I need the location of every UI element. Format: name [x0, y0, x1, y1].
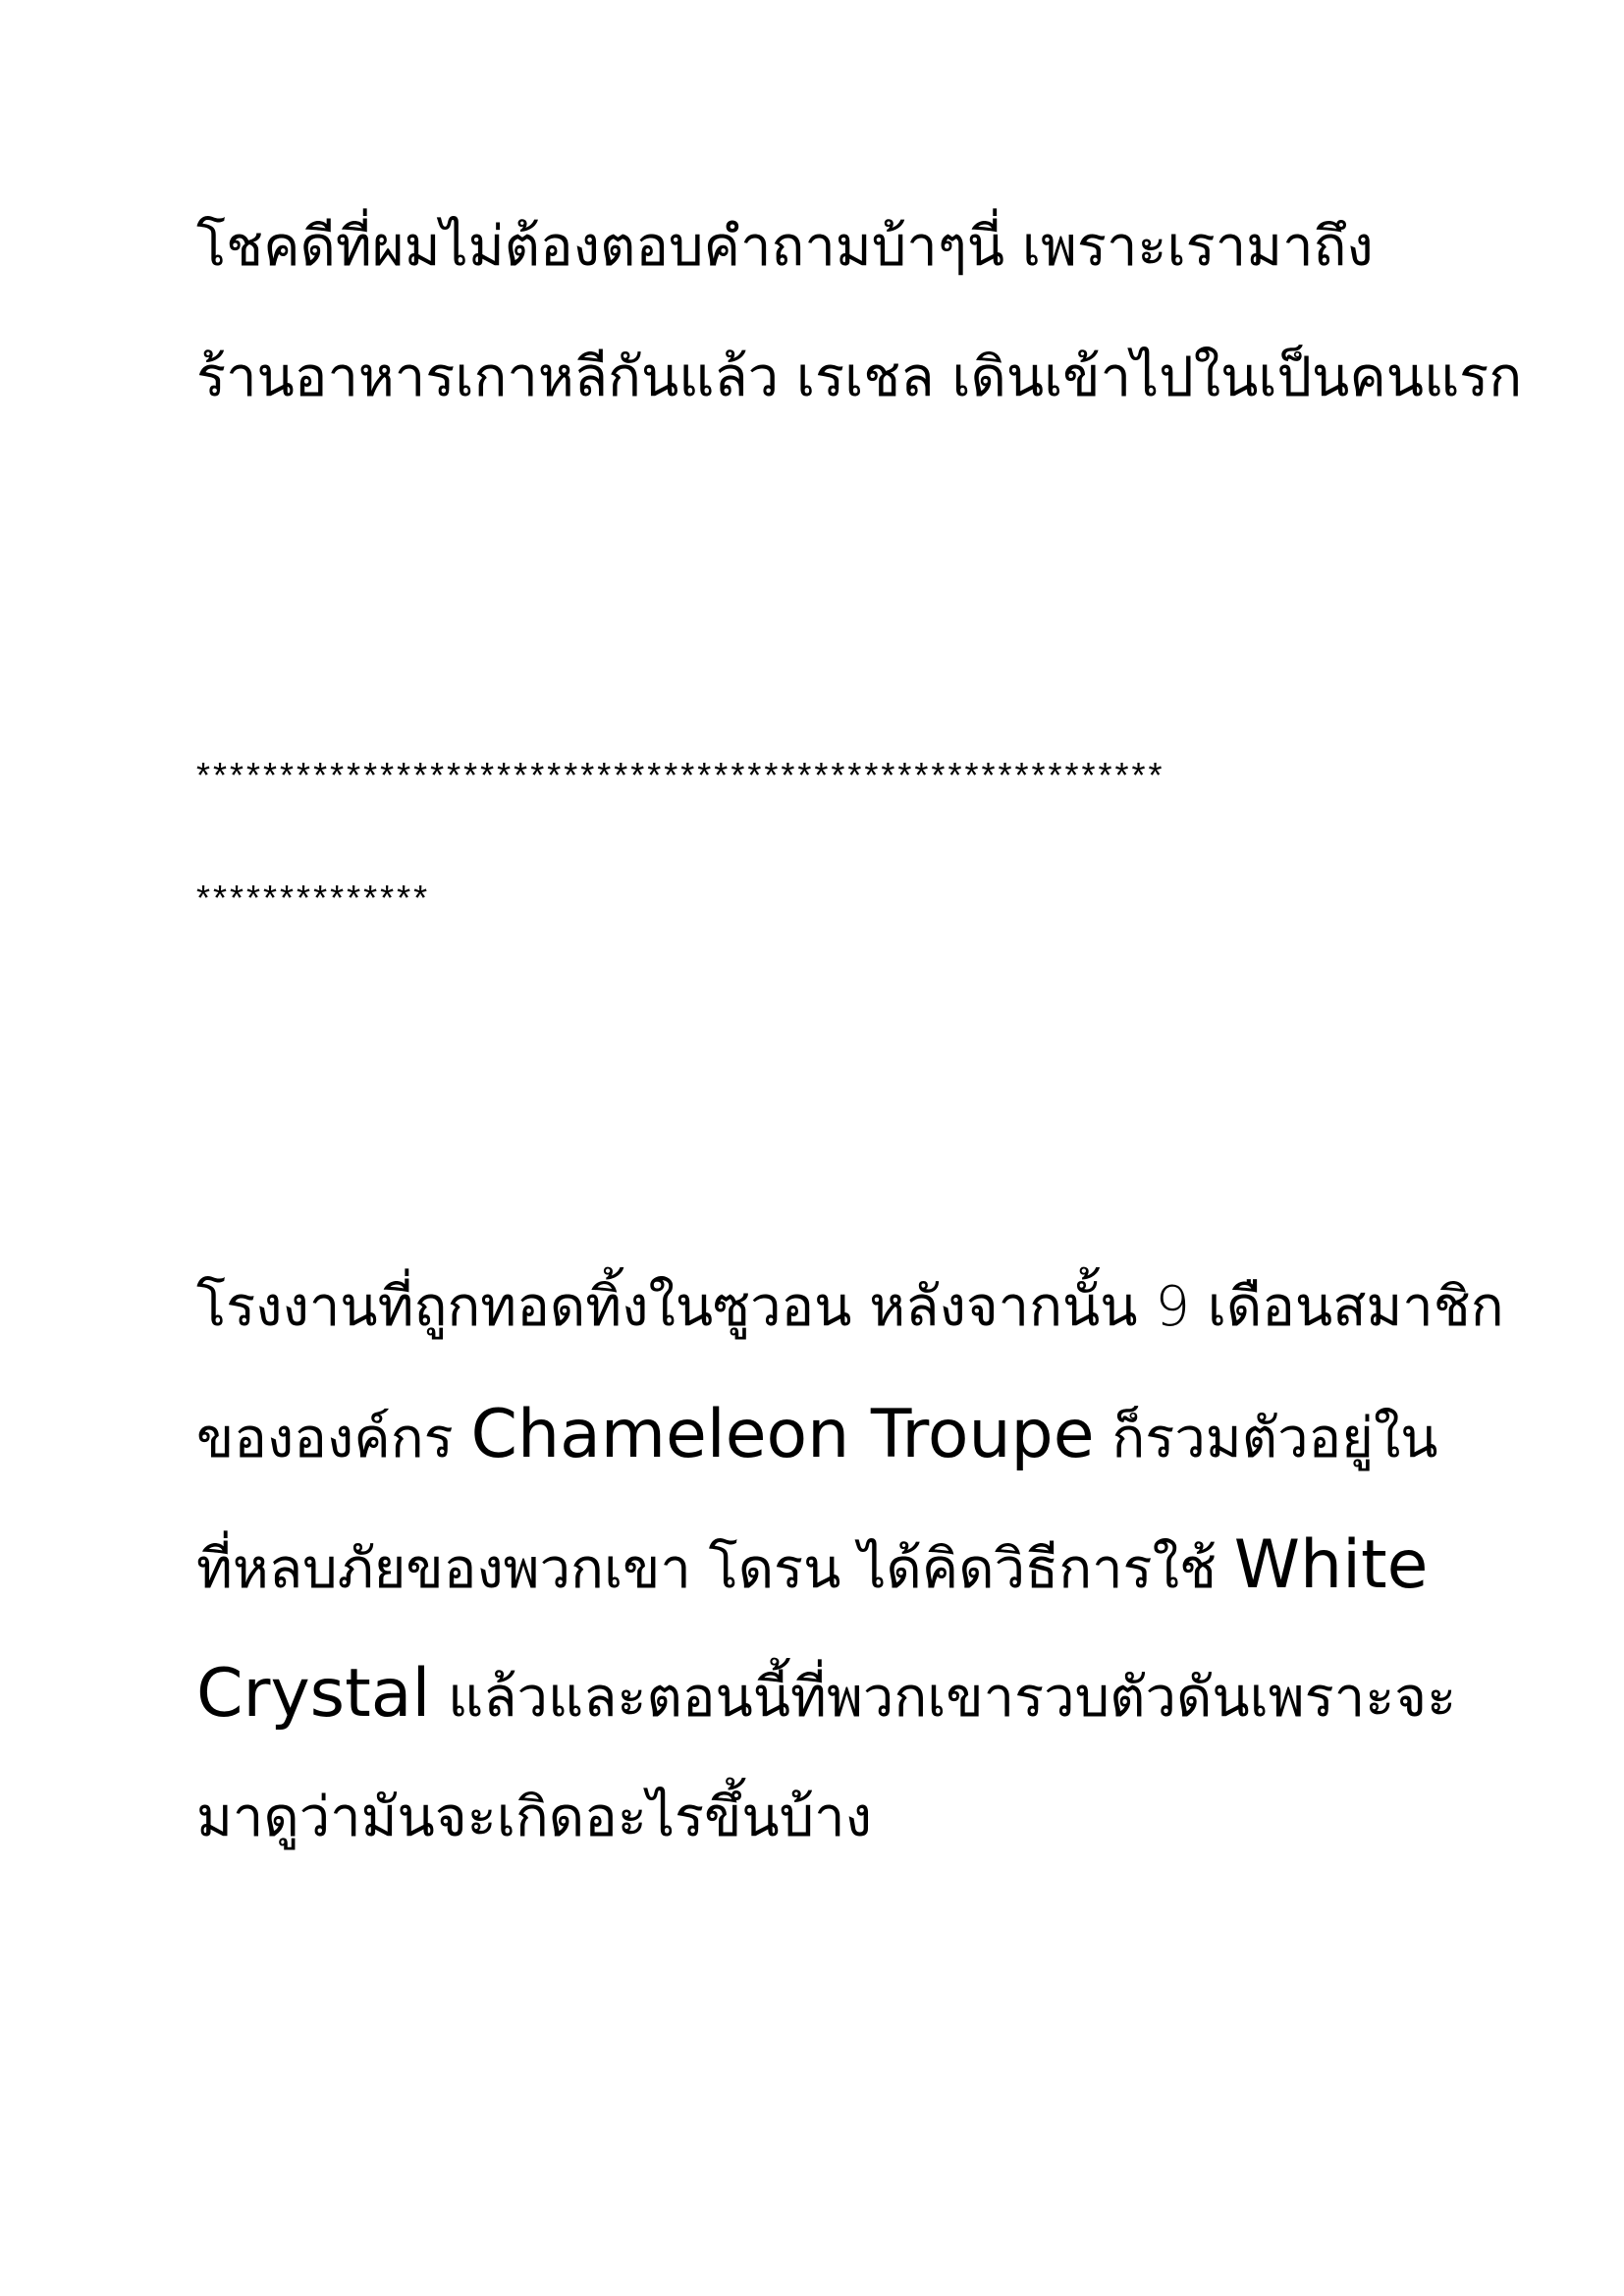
paragraph-2-line-4-thai: แล้วและตอนนี้ที่พวกเขารวบตัวดันเพราะจะ: [430, 1666, 1457, 1730]
paragraph-2-line-2-thai-start: ขององค์กร: [196, 1407, 471, 1470]
paragraph-2-line-1: โรงงานที่ถูกทอดทิ้งในซูวอน หลังจากนั้น 9 เดือนสมาชิก: [196, 1275, 1504, 1339]
paragraph-1-line-1: โชคดีที่ผมไม่ต้องตอบคำถามบ้าๆนี่ เพราะเรามาถึง: [196, 215, 1374, 279]
paragraph-2-line-2: [196, 1396, 1438, 1478]
separator-line-2: **************: [196, 878, 431, 918]
paragraph-2-line-4: [196, 1655, 1456, 1737]
paragraph-2-line-3-thai: ที่หลบภัยของพวกเขา โดรน ได้คิดวิธีการใช้: [196, 1537, 1234, 1601]
organization-name: Chameleon Troupe: [470, 1396, 1095, 1473]
paragraph-2-line-5: มาดูว่ามันจะเกิดอะไรขึ้นบ้าง: [196, 1786, 872, 1849]
paragraph-2-line-3: [196, 1526, 1429, 1609]
item-name-part-1: White: [1233, 1526, 1429, 1604]
separator-line-1: **********************************************************: [196, 755, 1165, 795]
paragraph-1-line-2: ร้านอาหารเกาหลีกันแล้ว เรเชล เดินเข้าไปในเป็นคนแรก: [196, 346, 1523, 409]
item-name-part-2: Crystal: [196, 1655, 431, 1733]
paragraph-2-line-2-thai-end: ก็รวมตัวอยู่ใน: [1094, 1407, 1438, 1470]
